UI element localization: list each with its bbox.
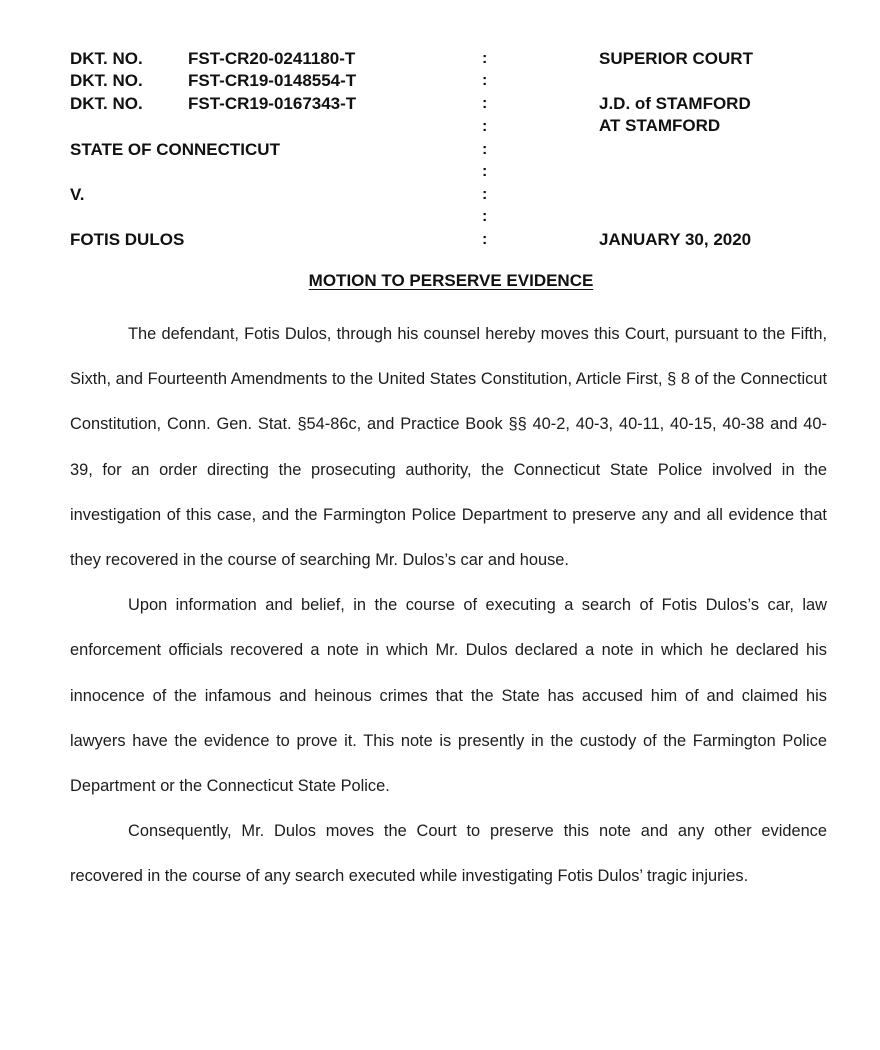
document-title: MOTION TO PERSERVE EVIDENCE xyxy=(308,271,594,290)
court-location: AT STAMFORD xyxy=(599,116,721,135)
filing-date: JANUARY 30, 2020 xyxy=(599,230,752,249)
defendant-name: FOTIS DULOS xyxy=(70,230,185,249)
caption-colon: : xyxy=(482,95,488,112)
caption-colon: : xyxy=(482,231,488,248)
paragraph-conclusion: Consequently, Mr. Dulos moves the Court to preserve this note and any other evidence recovered in the course of any search executed while investigating Fotis Dulos’ tragic injuries. xyxy=(70,822,827,886)
docket-number-1: FST-CR20-0241180-T xyxy=(188,49,356,68)
caption-colon: : xyxy=(482,208,488,225)
caption-colon: : xyxy=(482,186,488,203)
case-caption xyxy=(0,0,880,262)
docket-label-2: DKT. NO. xyxy=(70,71,143,90)
docket-number-3: FST-CR19-0167343-T xyxy=(188,94,357,113)
caption-colon: : xyxy=(482,72,488,89)
paragraph-note-recovered: Upon information and belief, in the course of executing a search of Fotis Dulos’s car, law enforcement officials recovered a note in which Mr. Dulos declared a note in which he declared his innocence of the infamous and heinous crimes that the State has accused him of and claimed his lawyers have the evidence to prove it. This note is presently in the custody of the Farmington Police Department or the Connecticut State Police. xyxy=(70,596,827,796)
docket-label-1: DKT. NO. xyxy=(70,49,143,68)
caption-colon: : xyxy=(482,163,488,180)
docket-number-2: FST-CR19-0148554-T xyxy=(188,71,357,90)
versus-label: V. xyxy=(70,185,85,204)
docket-label-3: DKT. NO. xyxy=(70,94,143,113)
caption-colon: : xyxy=(482,118,488,135)
caption-colon: : xyxy=(482,50,488,67)
paragraph-request: The defendant, Fotis Dulos, through his counsel hereby moves this Court, pursuant to the Fifth, Sixth, and Fourteenth Amendments to the United States Constitution, Article First, § 8 of the Connecticut Constitution, Conn. Gen. Stat. §54-86c, and Practice Book §§ 40-2, 40-3, 40-11, 40-15, 40-38 and 40-39, for an order directing the prosecuting authority, the Connecticut State Police involved in the investigation of this case, and the Farmington Police Department to preserve any and all evidence that they recovered in the course of searching Mr. Dulos’s car and house. xyxy=(70,325,827,570)
motion-body xyxy=(70,312,827,900)
plaintiff-name: STATE OF CONNECTICUT xyxy=(70,140,280,159)
caption-colon: : xyxy=(482,141,488,158)
court-name: SUPERIOR COURT xyxy=(599,49,753,68)
judicial-district: J.D. of STAMFORD xyxy=(599,94,751,113)
